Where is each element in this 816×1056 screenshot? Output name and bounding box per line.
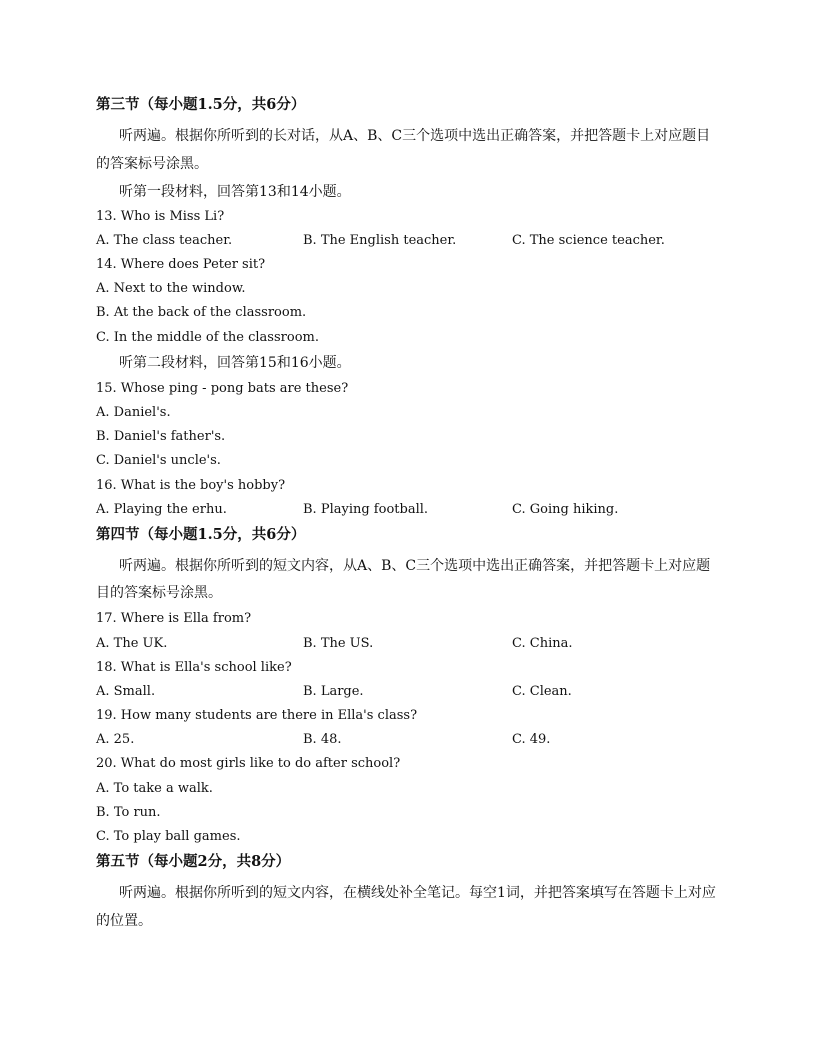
material-2-note: 听第二段材料，回答第15和16小题。: [119, 355, 351, 371]
question-18-option-c: C. Clean.: [512, 684, 572, 699]
question-15-option-b: B. Daniel's father's.: [96, 429, 226, 444]
question-18-option-a: A. Small.: [96, 684, 156, 699]
question-16-stem: 16. What is the boy's hobby?: [96, 478, 286, 493]
section-3-heading: 第三节（每小题1.5分，共6分）: [96, 96, 306, 113]
section-5-instruction-line2: 的位置。: [96, 913, 152, 929]
question-20-option-b: B. To run.: [96, 805, 161, 820]
question-18-stem: 18. What is Ella's school like?: [96, 660, 292, 675]
question-14-option-c: C. In the middle of the classroom.: [96, 330, 319, 345]
question-18-option-b: B. Large.: [303, 684, 364, 699]
question-13-option-b: B. The English teacher.: [303, 233, 457, 248]
question-15-option-a: A. Daniel's.: [96, 405, 171, 420]
question-17-option-b: B. The US.: [303, 636, 374, 651]
question-19-option-b: B. 48.: [303, 732, 342, 747]
question-16-option-a: A. Playing the erhu.: [96, 502, 227, 517]
question-13-option-c: C. The science teacher.: [512, 233, 665, 248]
section-4-heading: 第四节（每小题1.5分，共6分）: [96, 526, 306, 543]
section-5-instruction-line1: 听两遍。根据你所听到的短文内容，在横线处补全笔记。每空1词，并把答案填写在答题卡上对应: [119, 885, 716, 901]
section-3-instruction-line1: 听两遍。根据你所听到的长对话，从A、B、C三个选项中选出正确答案，并把答题卡上对应题目: [119, 128, 711, 144]
question-16-option-c: C. Going hiking.: [512, 502, 619, 517]
question-20-stem: 20. What do most girls like to do after school?: [96, 756, 401, 771]
material-1-note: 听第一段材料，回答第13和14小题。: [119, 184, 351, 200]
question-20-option-c: C. To play ball games.: [96, 829, 241, 844]
question-14-stem: 14. Where does Peter sit?: [96, 257, 266, 272]
section-3-instruction-line2: 的答案标号涂黑。: [96, 156, 208, 172]
section-4-instruction-line1: 听两遍。根据你所听到的短文内容，从A、B、C三个选项中选出正确答案，并把答题卡上对应题: [119, 558, 711, 574]
question-14-option-b: B. At the back of the classroom.: [96, 305, 307, 320]
question-16-option-b: B. Playing football.: [303, 502, 429, 517]
question-20-option-a: A. To take a walk.: [96, 781, 213, 796]
question-19-option-c: C. 49.: [512, 732, 551, 747]
question-17-option-a: A. The UK.: [96, 636, 168, 651]
question-15-stem: 15. Whose ping - pong bats are these?: [96, 381, 349, 396]
section-4-instruction-line2: 目的答案标号涂黑。: [96, 585, 222, 601]
question-14-option-a: A. Next to the window.: [96, 281, 246, 296]
question-15-option-c: C. Daniel's uncle's.: [96, 453, 221, 468]
question-19-stem: 19. How many students are there in Ella's class?: [96, 708, 418, 723]
question-17-stem: 17. Where is Ella from?: [96, 611, 252, 626]
question-19-option-a: A. 25.: [96, 732, 135, 747]
question-13-option-a: A. The class teacher.: [96, 233, 233, 248]
question-13-stem: 13. Who is Miss Li?: [96, 209, 225, 224]
section-5-heading: 第五节（每小题2分，共8分）: [96, 853, 291, 870]
question-17-option-c: C. China.: [512, 636, 573, 651]
